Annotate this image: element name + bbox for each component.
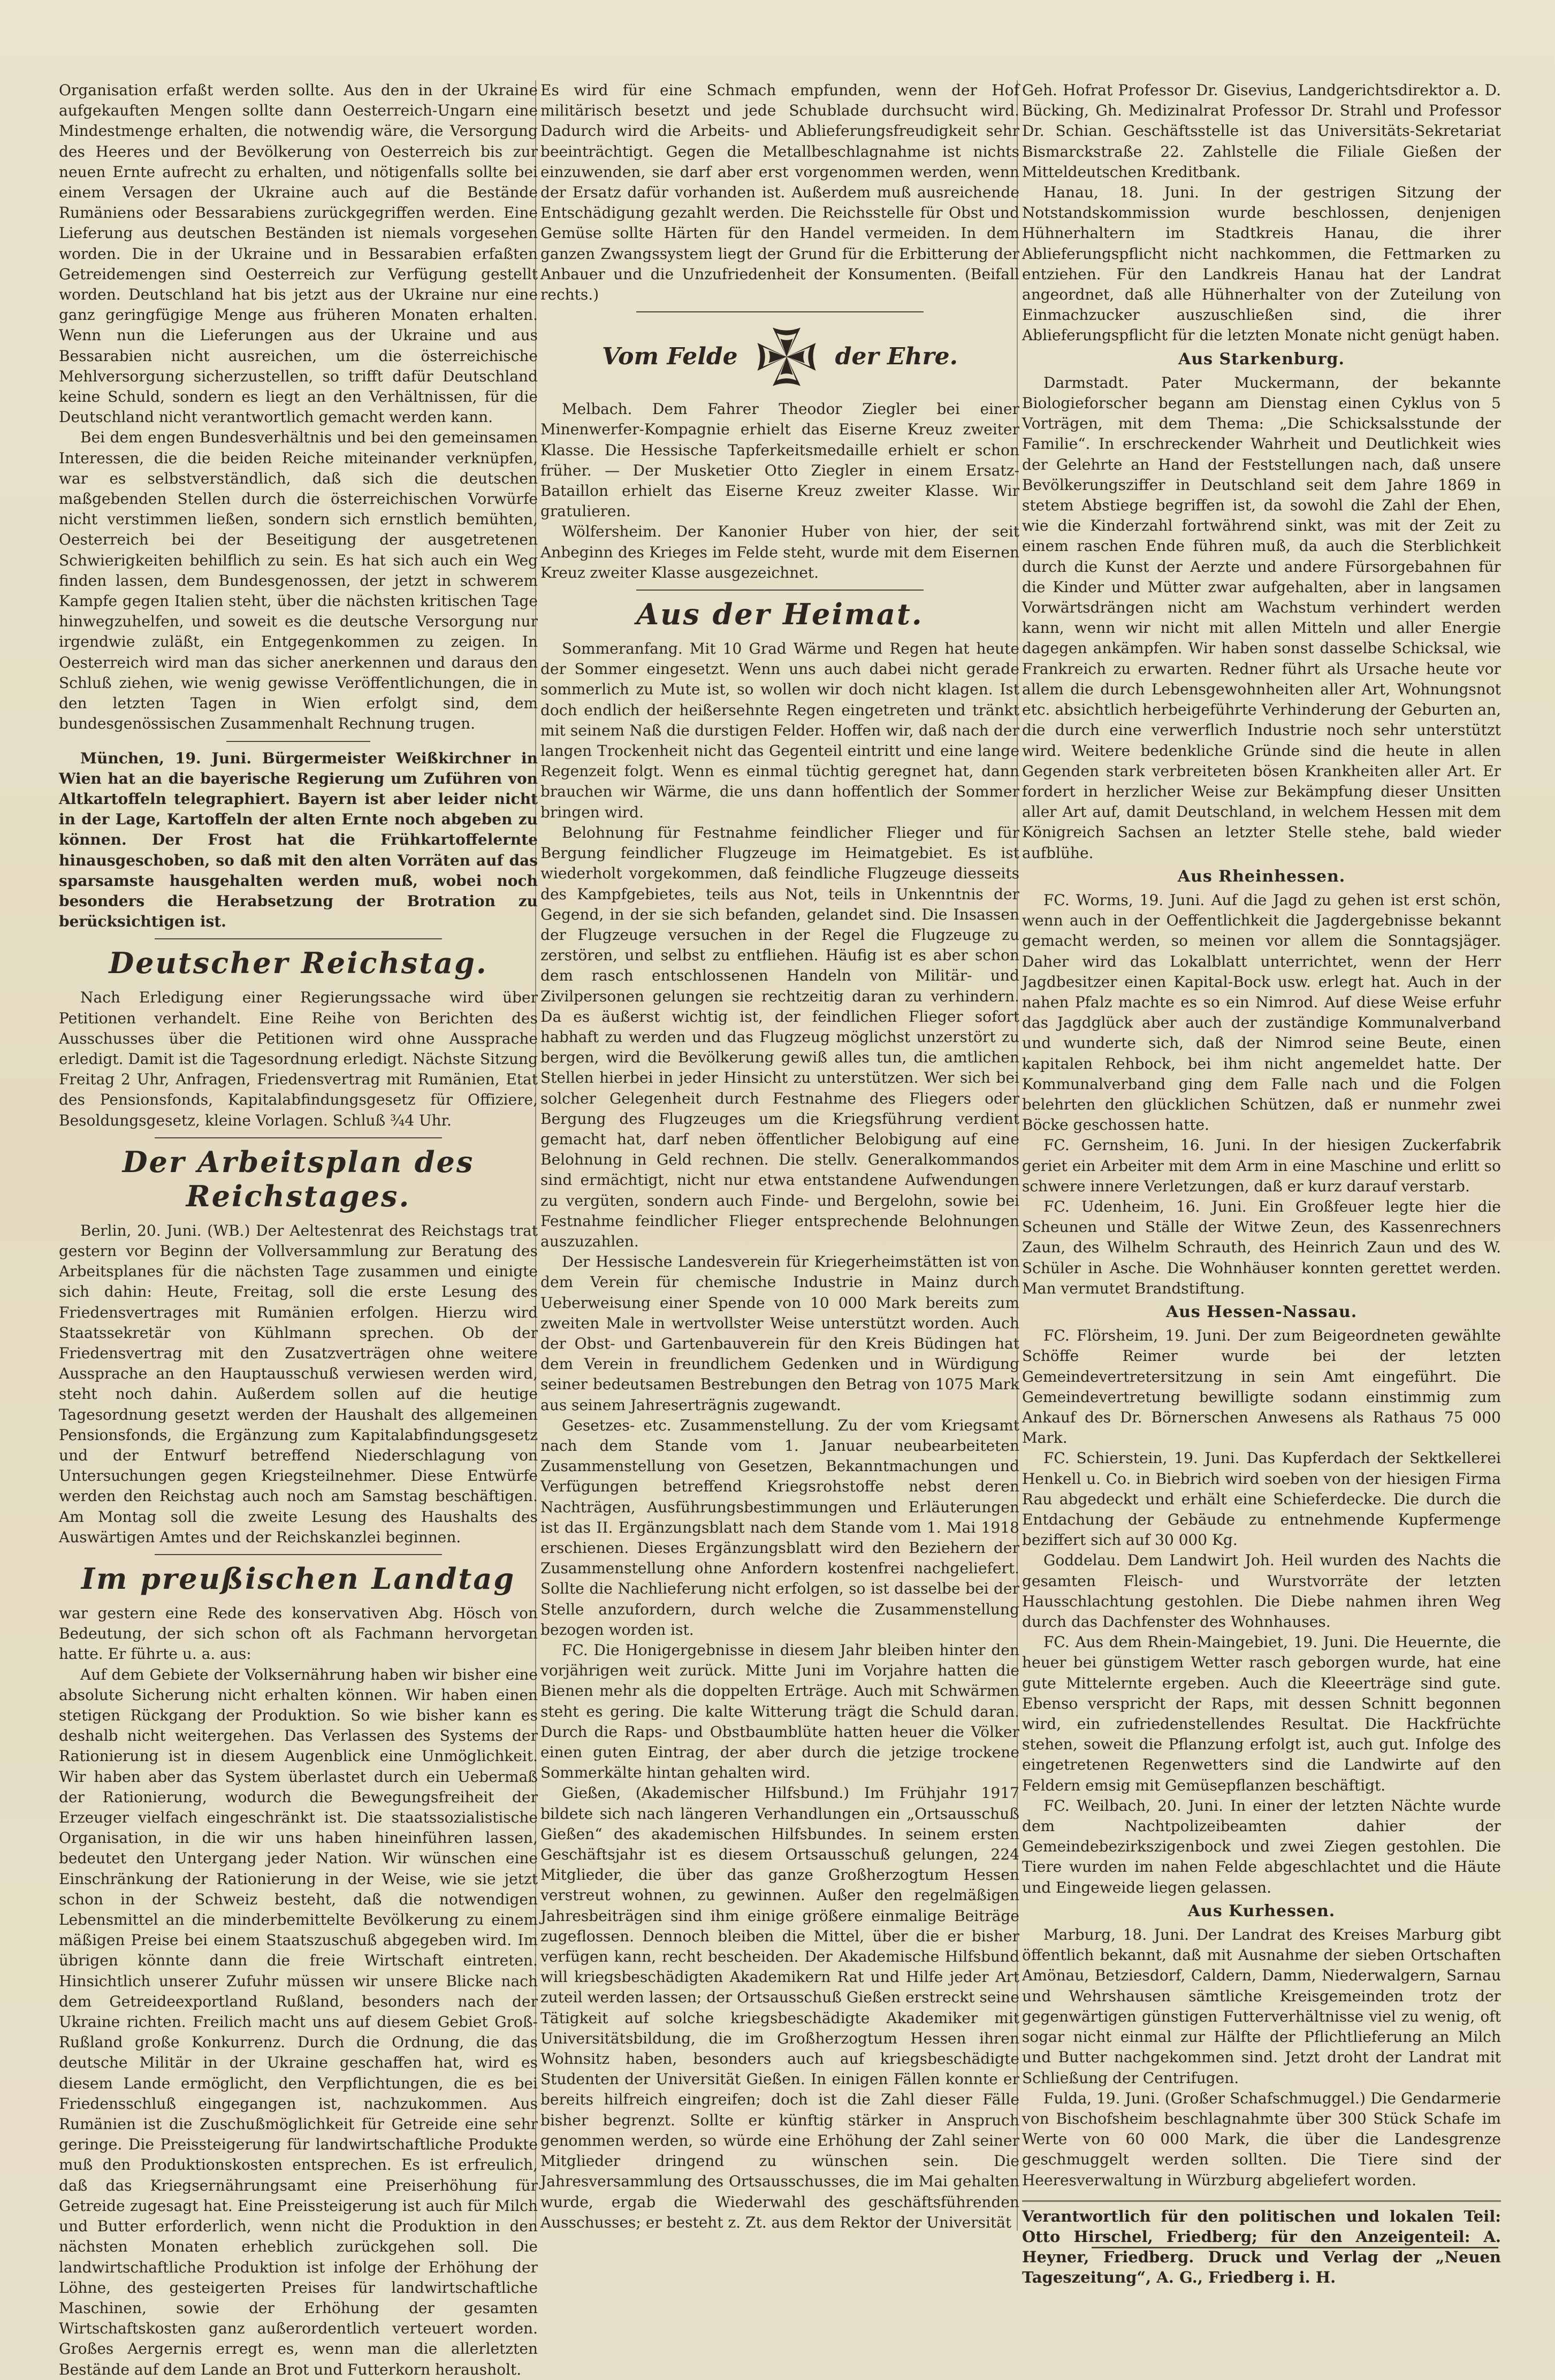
news-item-fulda: Fulda, 19. Juni. (Großer Schafschmuggel.) Die Gendarmerie von Bischofsheim beschlagnahmte über 300 Stück Schafe im Werte von 60 000 Mark, die über die Landesgrenze geschmuggelt werden sollten. Die Tiere sind der Heeresverwaltung in Würzburg abgeliefert worden. [1022,2089,1501,2189]
news-item-honig: FC. Die Honigergebnisse in diesem Jahr bleiben hinter den vorjährigen weit zurück. Mitte Juni im Vorjahre hatten die Bienen mehr als die doppelten Erträge. Auch mit Schwärmen steht es gering. Die kalte Witterung trägt die Schuld daran. Durch die Raps- und Obstbaumblüte hatten heuer die Völker einen guten Eintrag, der aber durch die jetzige trockene Sommerkälte hintan gehalten wird. [540,1641,1019,1782]
subheading-starkenburg: Aus Starkenburg. [1178,349,1345,369]
divider [155,1137,442,1138]
news-item-udenheim: FC. Udenheim, 16. Juni. Ein Großfeuer legte hier die Scheunen und Ställe der Witwe Zeun, des Kassenrechners Zaun, des Wilhelm Schrauth, des Heinrich Zaun und des W. Schüler in Asche. Die Wohnhäuser konnten gerettet werden. Man vermutet Brandstiftung. [1022,1197,1501,1297]
section-heading-feld-der-ehre [540,322,1019,392]
news-item-muenchen: München, 19. Juni. Bürgermeister Weißkirchner in Wien hat an die bayerische Regierung um Zuführen von Altkartoffeln telegraphiert. Bayern ist aber leider nicht in der Lage, Kartoffeln der alten Ernte noch abgeben zu können. Der Frost hat die Frühkartoffelernte hinausgeschoben, so daß mit den alten Vorräten auf das sparsamste hausgehalten werden muß, wobei noch besonders die Herabsetzung der Brotration zu berücksichtigen ist. [59,749,538,931]
section-heading-heimat: Aus der Heimat. [636,597,924,632]
subheading-kurhessen: Aus Kurhessen. [1187,1901,1336,1920]
column-3 [1022,80,1501,2286]
news-item-woelfersheim: Wölfersheim. Der Kanonier Huber von hier, der seit Anbeginn des Krieges im Felde steht, wurde mit dem Eisernen Kreuz zweiter Klasse ausgezeichnet. [540,523,1019,581]
news-item-sommeranfang: Sommeranfang. Mit 10 Grad Wärme und Regen hat heute der Sommer eingesetzt. Wenn uns auch dabei nicht gerade sommerlich zu Mute ist, so wollen wir doch nicht klagen. Ist doch endlich der heißersehnte Regen eingetreten und tränkt mit seinem Naß die durstigen Felder. Hoffen wir, daß nach der langen Trockenheit nicht das Gegenteil eintritt und eine lange Regenzeit folgt. Wenn es einmal tüchtig geregnet hat, dann brauchen wir Wärme, die uns dann hoffentlich der Sommer bringen wird. [540,640,1019,821]
article-paragraph: Es wird für eine Schmach empfunden, wenn der Hof militärisch besetzt und jede Schublade durchsucht wird. Dadurch wird die Arbeits- und Ablieferungsfreudigkeit sehr beeinträchtigt. Gegen die Metallbeschlagnahme ist nichts einzuwenden, sie darf aber erst vorgenommen werden, wenn der Ersatz dafür vorhanden ist. Außerdem muß ausreichende Entschädigung gezahlt werden. Die Reichsstelle für Obst und Gemüse sollte Härten für den Handel vermeiden. In dem ganzen Zwangssystem liegt der Grund für die Erbitterung der Anbauer und die Unzufriedenheit der Konsumenten. (Beifall rechts.) [540,81,1019,304]
news-item-melbach: Melbach. Dem Fahrer Theodor Ziegler bei einer Minenwerfer-Kompagnie erhielt das Eiserne Kreuz zweiter Klasse. Die Hessische Tapferkeitsmedaille erhielt er schon früher. — Der Musketier Otto Ziegler in einem Ersatz-Bataillon erhielt das Eiserne Kreuz zweiter Klasse. Wir gratulieren. [540,400,1019,521]
news-item-giessen: Gießen, (Akademischer Hilfsbund.) Im Frühjahr 1917 bildete sich nach längeren Verhandlungen ein „Ortsausschuß Gießen“ des akademischen Hilfsbundes. In seinem ersten Geschäftsjahr ist es diesem Ortsausschuß gelungen, 224 Mitglieder, die über das ganze Großherzogtum Hessen verstreut wohnen, zu gewinnen. Außer den regelmäßigen Jahresbeiträgen sind ihm einige größere einmalige Beiträge zugeflossen. Dennoch bleiben die Mittel, über die er bisher verfügen kann, recht bescheiden. Der Akademische Hilfsbund will kriegsbeschädigten Akademikern Rat und Hilfe jeder Art zuteil werden lassen; der Ortsausschuß Gießen erstreckt seine Tätigkeit auf solche kriegsbeschädigte Akademiker mit Universitätsbildung, die im Großherzogtum Hessen ihren Wohnsitz haben, besonders auch auf kriegsbeschädigte Studenten der Universität Gießen. In einigen Fällen konnte er bereits hilfreich eingreifen; doch ist die Zahl dieser Fälle bisher begrenzt. Sollte er künftig stärker in Anspruch genommen werden, so würde eine Erhöhung der Zahl seiner Mitglieder dringend zu wünschen sein. Die Jahresversammlung des Ortsausschusses, die im Mai gehalten wurde, ergab die Wiederwahl des geschäftsführenden Ausschusses; er besteht z. Zt. aus dem Rektor der Universität [540,1784,1019,2231]
section-heading-arbeitsplan: Der Arbeitsplan des Reichstages. [122,1144,475,1213]
honor-heading-right: der Ehre. [835,343,958,371]
news-item-schierstein: FC. Schierstein, 19. Juni. Das Kupferdach der Sektkellerei Henkell u. Co. in Biebrich wird soeben von der hiesigen Firma Rau abgedeckt und erhält eine Schieferdecke. Die durch die Entdachung der Gebäude zu entnehmende Kupfermenge beziffert sich auf 30 000 Kg. [1022,1449,1501,1549]
news-item-belohnung: Belohnung für Festnahme feindlicher Flieger und für Bergung feindlicher Flugzeuge im Heimatgebiet. Es ist wiederholt vorgekommen, daß feindliche Flugzeuge diesseits des Kampfgebietes, teils aus Not, teils in Unkenntnis der Gegend, in der sie sich befanden, gelandet sind. Die Insassen der Flugzeuge versuchen in der Regel die Flugzeuge zu zerstören, und selbst zu entfliehen. Häufig ist es aber schon dem rasch entschlossenen Handeln von Militär- und Zivilpersonen gelungen sie rechtzeitig daran zu verhindern. Da es äußerst wichtig ist, der feindlichen Flieger sofort habhaft zu werden und das Flugzeug möglichst unzerstört zu bergen, wird die Bevölkerung gewiß alles tun, die amtlichen Stellen hierbei in jeder Hinsicht zu unterstützen. Wer sich bei solcher Gelegenheit durch Festnahme des Fliegers oder Bergung des Flugzeuges um die Kriegsführung verdient gemacht hat, darf neben öffentlicher Belobigung auf eine Belohnung in Geld rechnen. Die stellv. Generalkommandos sind ermächtigt, nicht nur etwa entstandene Aufwendungen zu vergüten, sondern auch Finde- und Bergelohn, sowie bei Festnahme feindlicher Flieger entsprechende Belohnungen auszuzahlen. [540,823,1019,1250]
news-item-darmstadt: Darmstadt. Pater Muckermann, der bekannte Biologieforscher begann am Dienstag einen Cyklus von 5 Vorträgen, mit dem Thema: „Die Schicksalsstunde der Familie“. In erschreckender Wahrheit und Deutlichkeit wies der Gelehrte an Hand der Feststellungen nach, daß unsere Bevölkerungsziffer in Deutschland seit dem Jahre 1869 in stetem Abstiege begriffen ist, da sowohl die Zahl der Ehen, wie die Kinderzahl fortwährend sinkt, was mit der Zeit zu einem raschen Ende führen muß, da auch die Sterblichkeit durch die Kunst der Aerzte und andere Fürsorgebahnen für die Kinder und Mütter zwar aufgehalten, aber in langsamen Vorwärtsdrängen nicht am Wachstum verhindert werden kann, wenn wir nicht mit allen Mitteln und aller Energie dagegen ankämpfen. Wir haben sonst dasselbe Schicksal, wie Frankreich zu erwarten. Redner führt als Ursache heute vor allem die durch Lebensgewohnheiten aller Art, Wohnungsnot etc. absichtlich herbeigeführte Verhinderung der Geburten an, die durch eine verwerflich Industrie noch sehr unterstützt wird. Weitere bedenkliche Gründe sind die heute in allen Gegenden stark verbreiteten bösen Krankheiten aller Art. Er fordert in herzlicher Weise zur Bekämpfung dieser Unsitten aller Art auf, damit Deutschland, in welchem Hessen mit dem Königreich Sachsen an letzter Stelle stehe, bald wieder aufblühe. [1022,373,1501,862]
news-item-gernsheim: FC. Gernsheim, 16. Juni. In der hiesigen Zuckerfabrik geriet ein Arbeiter mit dem Arm in eine Maschine und erlitt so schwere innere Verletzungen, daß er kurz darauf verstarb. [1022,1136,1501,1195]
divider [155,938,442,939]
news-item-landesverein: Der Hessische Landesverein für Kriegerheimstätten ist von dem Verein für chemische Industrie in Mainz durch Ueberweisung einer Spende von 10 000 Mark bereits zum zweiten Male in wertvollster Weise unterstützt worden. Auch der Obst- und Gartenbauverein für den Kreis Büdingen hat dem Verein in freundlichem Gedenken und in Würdigung seiner bedeutsamen Bestrebungen den Betrag von 1075 Mark aus seinem Jahreserträgnis zugewandt. [540,1253,1019,1414]
section-heading-landtag: Im preußischen Landtag [81,1562,516,1596]
bottom-rule [1092,2247,1498,2253]
article-paragraph: Auf dem Gebiete der Volksernährung haben wir bisher eine absolute Sicherung nicht erhalten können. Wir haben einen stetigen Rückgang der Produktion. So wie bisher kann es deshalb nicht weitergehen. Das Verlassen des Systems der Rationierung ist in diesem Augenblick eine Unmöglichkeit. Wir haben aber das System überlastet durch ein Uebermaß der Rationierung, wodurch die Bewegungsfreiheit der Erzeuger vielfach eingeschränkt ist. Die staatssozialistische Organisation, in die wir uns haben hineinführen lassen, bedeutet den Untergang jeder Nation. Wir wünschen eine Einschränkung der Rationierung in der Weise, wie sie jetzt schon in der Schweiz besteht, daß die notwendigen Lebensmittel an die minderbemittelte Bevölkerung zu einem mäßigen Preise bei einem Staatszuschuß abgegeben wird. Im übrigen könnte dann die freie Wirtschaft eintreten. Hinsichtlich unserer Zufuhr müssen wir unsere Blicke nach dem Getreideexportland Rußland, besonders nach der Ukraine richten. Freilich macht uns auf diesem Gebiet Groß-Rußland große Konkurrenz. Durch die Ordnung, die das deutsche Militär in der Ukraine geschaffen hat, wird es diesem Lande ermöglicht, den Verpflichtungen, die es bei Friedensschluß eingegangen ist, nachzukommen. Aus Rumänien ist die Zuschußmöglichkeit für Getreide eine sehr geringe. Die Preissteigerung für landwirtschaftliche Produkte muß den Produktionskosten entsprechen. Es ist erfreulich, daß das Kriegsernährungsamt eine Preiserhöhung für Getreide zugesagt hat. Eine Preissteigerung ist auch für Milch und Butter erforderlich, wenn nicht die Produktion in den nächsten Monaten erheblich zurückgehen soll. Die landwirtschaftliche Produktion ist infolge der Erhöhung der Löhne, des gesteigerten Preises für landwirtschaftliche Maschinen, sowie der Erhöhung der gesamten Wirtschaftskosten ganz außerordentlich verteuert worden. Großes Aergernis erregt es, wenn man die allerletzten Bestände auf dem Lande an Brot und Futterkorn herausholt. [59,1665,538,2378]
news-item-hanau: Hanau, 18. Juni. In der gestrigen Sitzung der Notstandskommission wurde beschlossen, denjenigen Hühnerhaltern im Stadtkreis Hanau, die ihrer Ablieferungspflicht nicht nachkommen, die Fettmarken zu entziehen. Für den Landkreis Hanau hat der Landrat angeordnet, daß alle Hühnerhalter von der Zuteilung von Einmachzucker auszuschließen sind, die ihrer Ablieferungspflicht für die letzten Monate nicht genügt haben. [1022,183,1501,345]
article-paragraph: Berlin, 20. Juni. (WB.) Der Aeltestenrat des Reichstags trat gestern vor Beginn der Vollversammlung zur Beratung des Arbeitsplanes für die nächsten Tage zusammen und einigte sich dahin: Heute, Freitag, soll die erste Lesung des Friedensvertrages mit Rumänien erfolgen. Hierzu wird Staatssekretär von Kühlmann sprechen. Ob der Friedensvertrag mit den Zusatzverträgen ohne weitere Aussprache an den Hauptausschuß verwiesen werden wird, steht noch dahin. Außerdem sollen auf die heutige Tagesordnung gesetzt werden der Haushalt des allgemeinen Pensionsfonds, die Ergänzung zum Kapitalabfindungsgesetz und der Entwurf betreffend Niederschlagung von Untersuchungen gegen Kriegsteilnehmer. Diese Entwürfe werden den Reichstag auch noch am Samstag beschäftigen. Am Montag soll die zweite Lesung des Haushalts des Auswärtigen Amtes und der Reichskanzlei beginnen. [59,1221,538,1546]
article-paragraph: Nach Erledigung einer Regierungssache wird über Petitionen verhandelt. Eine Reihe von Berichten des Ausschusses über die Petitionen wird ohne Aussprache erledigt. Damit ist die Tagesordnung erledigt. Nächste Sitzung Freitag 2 Uhr, Anfragen, Friedensvertrag mit Rumänien, Etat des Pensionsfonds, Kapitalabfindungsgesetz für Offiziere, Besoldungsgesetz, kleine Vorlagen. Schluß ¾4 Uhr. [59,989,538,1129]
news-item-floersheim: FC. Flörsheim, 19. Juni. Der zum Beigeordneten gewählte Schöffe Reimer wurde bei der letzten Gemeindevertretersitzung in sein Amt eingeführt. Die Gemeindevertretung bewilligte sodann einstimmig zum Ankauf des Dr. Börnerschen Anwesens als Rathaus 75 000 Mark. [1022,1327,1501,1447]
divider [155,1554,442,1555]
imprint: Verantwortlich für den politischen und lokalen Teil: Otto Hirschel, Friedberg; für den Anzeigenteil: A. Heyner, Friedberg. Druck und Verlag der „Neuen Tageszeitung“, A. G., Friedberg i. H. [1022,2200,1501,2287]
column-1 [59,80,538,2378]
news-item-worms: FC. Worms, 19. Juni. Auf die Jagd zu gehen ist erst schön, wenn auch in der Oeffentlichkeit die Jagdergebnisse bekannt gemacht werden, so meinen vor allem die Sonntagsjäger. Daher wird das Lokalblatt unterrichtet, wenn der Herr Jagdbesitzer einen Kapital-Bock usw. erlegt hat. Auch in der nahen Pfalz machte es so ein Nimrod. Auf diese Weise erfuhr das Jagdglück aber auch der zuständige Kommunalverband und wunderte sich, daß der Nimrod seine Beute, einen kapitalen Rehbock, bei ihm nicht angemeldet hatte. Der Kommunalverband ging dem Falle nach und die Folgen belehrten den glücklichen Schützen, daß er nunmehr zwei Böcke geschossen hatte. [1022,891,1501,1134]
divider [226,741,370,742]
article-paragraph: Bei dem engen Bundesverhältnis und bei den gemeinsamen Interessen, die die beiden Reiche miteinander verknüpfen, war es selbstverständlich, daß sich die deutschen maßgebenden Stellen durch die österreichischen Vorwürfe nicht verstimmen ließen, sondern sich ernstlich bemühten, Oesterreich bei der Beseitigung der ausgetretenen Schwierigkeiten behilflich zu sein. Es hat sich auch ein Weg finden lassen, dem Bundesgenossen, der jetzt in schwerem Kampfe gegen Italien steht, über die nächsten kritischen Tage hinwegzuhelfen, und soweit es die deutsche Versorgung nur irgendwie zuläßt, ein Entgegenkommen zu zeigen. In Oesterreich wird man das sicher anerkennen und daraus den Schluß ziehen, wie wenig gewisse Veröffentlichungen, die in den letzten Tagen in Wien erfolgt sind, dem bundesgenössischen Zusammenhalt Rechnung trugen. [59,428,538,733]
honor-heading-left: Vom Felde [602,343,738,371]
section-heading-reichstag: Deutscher Reichstag. [109,946,488,981]
news-item-marburg: Marburg, 18. Juni. Der Landrat des Kreises Marburg gibt öffentlich bekannt, daß mit Ausnahme der sieben Ortschaften Amönau, Betziesdorf, Caldern, Damm, Niederwalgern, Sarnau und Wehrshausen sämtliche Kreisgemeinden trotz der gegenwärtigen günstigen Futterverhältnisse viel zu wenig, oft sogar nicht einmal zur Hälfte der Pflichtlieferung an Milch und Butter nachgekommen sind. Jetzt droht der Landrat mit Schließung der Centrifugen. [1022,1926,1501,2087]
iron-cross-icon [752,322,821,392]
subheading-rheinhessen: Aus Rheinhessen. [1177,867,1346,886]
divider [636,311,924,312]
column-2 [540,80,1019,2241]
news-item-goddelau: Goddelau. Dem Landwirt Joh. Heil wurden des Nachts die gesamten Fleisch- und Wurstvorräte der letzten Hausschlachtung gestohlen. Die Diebe nahmen ihren Weg durch das Dachfenster des Wohnhauses. [1022,1551,1501,1631]
news-item-gesetzes: Gesetzes- etc. Zusammenstellung. Zu der vom Kriegsamt nach dem Stande vom 1. Januar neubearbeiteten Zusammenstellung von Gesetzen, Bekanntmachungen und Verfügungen betreffend Kriegsrohstoffe nebst deren Nachträgen, Ausführungsbestimmungen und Erläuterungen ist das II. Ergänzungsblatt nach dem Stande vom 1. Mai 1918 erschienen. Dieses Ergänzungsblatt wird den Beziehern der Zusammenstellung ohne Anfordern kostenfrei nachgeliefert. Sollte die Nachlieferung nicht erfolgen, so ist dasselbe bei der Stelle anzufordern, durch welche die Zusammenstellung bezogen worden ist. [540,1416,1019,1639]
subheading-hessen-nassau: Aus Hessen-Nassau. [1165,1302,1358,1321]
news-item-weilbach: FC. Weilbach, 20. Juni. In einer der letzten Nächte wurde dem Nachtpolizeibeamten dahier der Gemeindebezirkszigenbock und zwei Ziegen gestohlen. Die Tiere wurden im nahen Felde abgeschlachtet und die Häute und Eingeweide liegen gelassen. [1022,1796,1501,1896]
article-paragraph: Geh. Hofrat Professor Dr. Gisevius, Landgerichtsdirektor a. D. Bücking, Gh. Medizinalrat Professor Dr. Strahl und Professor Dr. Schian. Geschäftsstelle ist das Universitäts-Sekretariat Bismarckstraße 22. Zahlstelle die Filiale Gießen der Mitteldeutschen Kreditbank. [1022,81,1501,181]
article-paragraph: Organisation erfaßt werden sollte. Aus den in der Ukraine aufgekauften Mengen sollte dann Oesterreich-Ungarn eine Mindestmenge erhalten, die notwendig wäre, die Versorgung des Heeres und der Bevölkerung von Oesterreich bis zur neuen Ernte aufrecht zu erhalten, und nötigenfalls sollte bei einem Versagen der Ukraine auch auf die Bestände Rumäniens oder Bessarabiens zurückgegriffen werden. Eine Lieferung aus deutschen Beständen ist niemals vorgesehen worden. Die in der Ukraine und in Bessarabien erfaßten Getreidemengen sind Oesterreich zur Verfügung gestellt worden. Deutschland hat bis jetzt aus der Ukraine nur eine ganz geringfügige Menge aus früheren Monaten erhalten. Wenn nun die Lieferungen aus der Ukraine und aus Bessarabien nicht ausreichen, um die österreichische Mehlversorgung sicherzustellen, so trifft dafür Deutschland keine Schuld, sondern es liegt an den Verhältnissen, für die Deutschland nicht verantwortlich gemacht werden kann. [59,81,538,426]
news-item-rhein-main: FC. Aus dem Rhein-Maingebiet, 19. Juni. Die Heuernte, die heuer bei günstigem Wetter rasch geborgen wurde, hat eine gute Mittelernte ergeben. Auch die Kleeerträge sind gute. Ebenso verspricht der Raps, mit dessen Schnitt begonnen wird, ein zufriedenstellendes Resultat. Die Hackfrüchte stehen, soweit die Pflanzung erfolgt ist, auch gut. Infolge des eingetretenen Regenwetters sind die Landwirte auf den Feldern emsig mit Gemüsepflanzen beschäftigt. [1022,1633,1501,1794]
divider [636,590,924,591]
article-paragraph: war gestern eine Rede des konservativen Abg. Hösch von Bedeutung, der sich schon oft als Fachmann hervorgetan hatte. Er führte u. a. aus: [59,1604,538,1663]
